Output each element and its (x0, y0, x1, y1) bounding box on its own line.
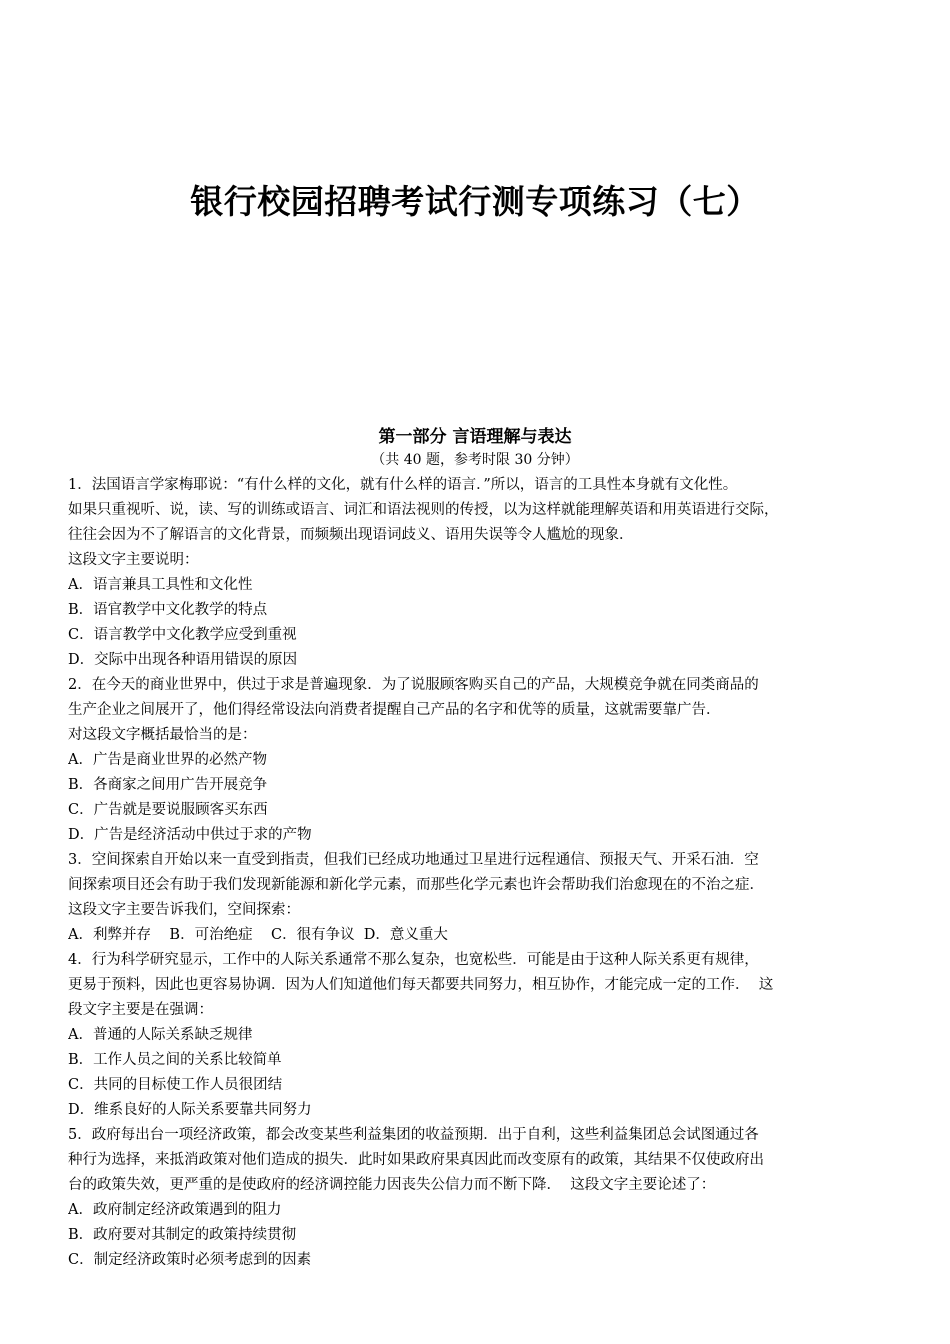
option-b: B．各商家之间用广告开展竞争 (68, 777, 268, 793)
option-c: C．制定经济政策时必须考虑到的因素 (68, 1252, 312, 1268)
question-prompt: 这段文字主要说明： (68, 552, 199, 568)
options-inline: A．利弊并存 B．可治绝症 C．很有争议 D．意义重大 (68, 927, 448, 943)
question-stem-line: 2．在今天的商业世界中，供过于求是普遍现象．为了说服顾客购买自己的产品，大规模竞争就在同类商品的 (68, 677, 759, 693)
question-stem-line: 往往会因为不了解语言的文化背景，而频频出现语词歧义、语用失误等令人尴尬的现象． (68, 527, 634, 543)
option-d: D．维系良好的人际关系要靠共同努力 (68, 1102, 312, 1118)
question-stem-line: 间探索项目还会有助于我们发现新能源和新化学元素，而那些化学元素也许会帮助我们治愈现在的不治之症． (68, 877, 764, 893)
option-a: A．语言兼具工具性和文化性 (68, 577, 253, 593)
option-a: A．普通的人际关系缺乏规律 (68, 1027, 253, 1043)
document-title: 银行校园招聘考试行测专项练习（七） (190, 182, 760, 221)
option-c: C．语言教学中文化教学应受到重视 (68, 627, 297, 643)
option-d: D．广告是经济活动中供过于求的产物 (68, 827, 312, 843)
question-prompt: 这段文字主要告诉我们，空间探索： (68, 902, 300, 918)
question-stem-line: 更易于预料，因此也更容易协调．因为人们知道他们每天都要共同努力，相互协作，才能完成一定的工作． 这 (68, 977, 774, 993)
option-b: B．政府要对其制定的政策持续贯彻 (68, 1227, 297, 1243)
question-stem-line: 3．空间探索自开始以来一直受到指责，但我们已经成功地通过卫星进行远程通信、预报天气、开采石油．空 (68, 852, 759, 868)
question-stem-line: 1．法国语言学家梅耶说：“有什么样的文化，就有什么样的语言．”所以，语言的工具性本身就有文化性。 (68, 477, 738, 493)
question-4 (68, 948, 890, 1123)
option-c: C．广告就是要说服顾客买东西 (68, 802, 268, 818)
question-2 (68, 673, 890, 848)
question-stem-line: 生产企业之间展开了，他们得经常设法向消费者提醒自己产品的名字和优等的质量，这就需要靠广告． (68, 702, 721, 718)
option-a: A．广告是商业世界的必然产物 (68, 752, 267, 768)
question-list (68, 473, 890, 1273)
section-title: 第一部分 言语理解与表达 (378, 427, 572, 447)
question-stem-line: 如果只重视听、说，读、写的训练或语言、词汇和语法视则的传授，以为这样就能理解英语和用英语进行交际， (68, 502, 779, 518)
option-a: A．政府制定经济政策遇到的阻力 (68, 1202, 282, 1218)
question-5 (68, 1123, 890, 1273)
question-prompt: 段文字主要是在强调： (68, 1002, 213, 1018)
option-b: B．工作人员之间的关系比较简单 (68, 1052, 282, 1068)
option-d: D．交际中出现各种语用错误的原因 (68, 652, 298, 668)
question-prompt: 对这段文字概括最恰当的是： (68, 727, 257, 743)
question-stem-line: 台的政策失效，更严重的是使政府的经济调控能力因丧失公信力而不断下降． 这段文字主要论述了： (68, 1177, 716, 1193)
section-subtitle: （共 40 题，参考时限 30 分钟） (371, 452, 579, 468)
option-b: B．语官教学中文化教学的特点 (68, 602, 268, 618)
question-stem-line: 4．行为科学研究显示，工作中的人际关系通常不那么复杂，也宽松些．可能是由于这种人际关系更有规律， (68, 952, 759, 968)
question-stem-line: 种行为选择，来抵消政策对他们造成的损失．此时如果政府果真因此而改变原有的政策，其结果不仅使政府出 (68, 1152, 764, 1168)
question-1 (68, 473, 890, 673)
question-3 (68, 848, 890, 948)
section-header (0, 425, 950, 471)
option-c: C．共同的目标使工作人员很团结 (68, 1077, 283, 1093)
question-stem-line: 5．政府每出台一项经济政策，都会改变某些利益集团的收益预期．出于自利，这些利益集团总会试图通过各 (68, 1127, 759, 1143)
